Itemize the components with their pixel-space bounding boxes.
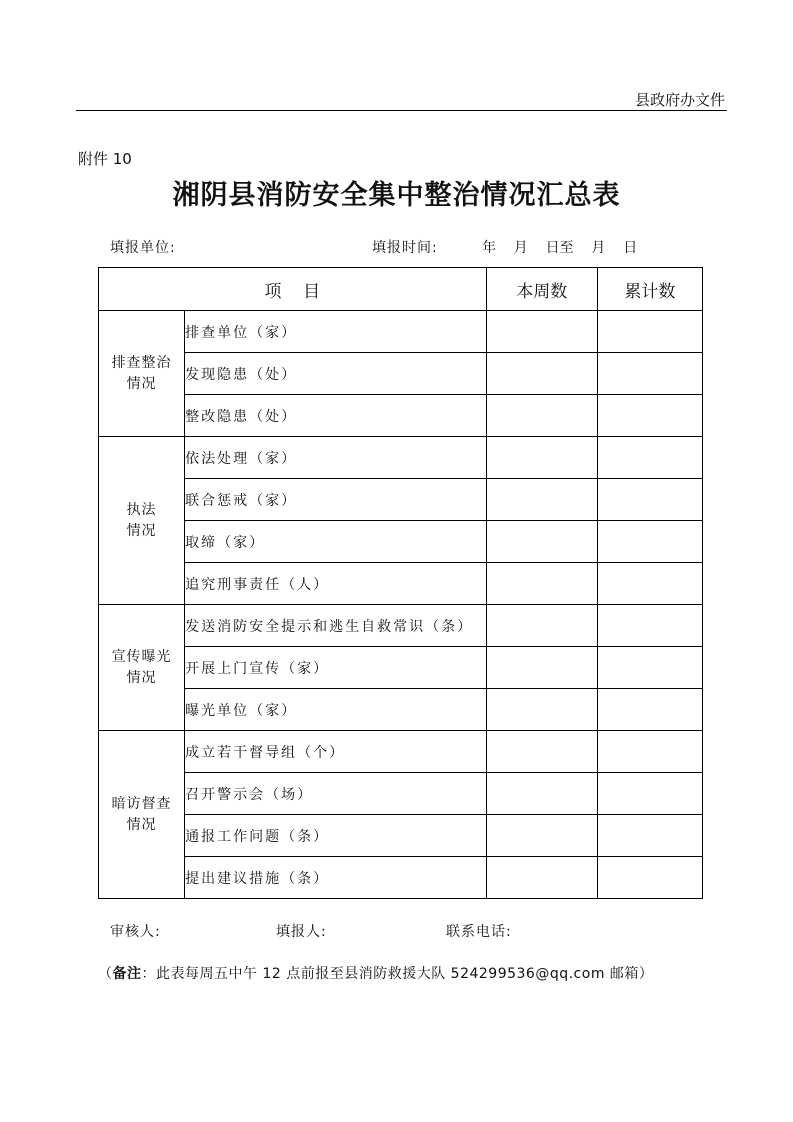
attachment-label: 附件 10 xyxy=(78,150,132,168)
this-week-cell[interactable] xyxy=(486,857,597,899)
cumulative-cell[interactable] xyxy=(597,563,702,605)
phone-label: 联系电话: xyxy=(446,924,512,940)
item-cell: 排查单位（家） xyxy=(185,311,486,353)
remark-colon: ： xyxy=(141,966,156,982)
cumulative-cell[interactable] xyxy=(597,647,702,689)
category-line2: 情况 xyxy=(126,522,157,539)
remark-open-paren: （ xyxy=(98,966,113,982)
category-line1: 宣传曝光 xyxy=(111,648,172,665)
category-cell xyxy=(99,731,185,899)
header-item: 项 目 xyxy=(99,268,487,311)
cumulative-cell[interactable] xyxy=(597,521,702,563)
cumulative-cell[interactable] xyxy=(597,815,702,857)
item-cell: 取缔（家） xyxy=(185,521,486,563)
table-header-row xyxy=(99,268,703,311)
item-cell: 开展上门宣传（家） xyxy=(185,647,486,689)
item-cell: 成立若干督导组（个） xyxy=(185,731,486,773)
category-line1: 排查整治 xyxy=(111,354,172,371)
table-row xyxy=(99,731,703,773)
this-week-cell[interactable] xyxy=(486,563,597,605)
filler-label: 填报人: xyxy=(276,924,327,940)
table-row xyxy=(99,647,703,689)
fill-date-template: 年 月 日至 月 日 xyxy=(482,240,638,256)
item-cell: 联合惩戒（家） xyxy=(185,479,486,521)
category-line1: 暗访督查 xyxy=(111,795,172,812)
header-this-week: 本周数 xyxy=(486,268,597,311)
table-row xyxy=(99,815,703,857)
this-week-cell[interactable] xyxy=(486,647,597,689)
cumulative-cell[interactable] xyxy=(597,857,702,899)
remark-note xyxy=(98,963,653,983)
cumulative-cell[interactable] xyxy=(597,773,702,815)
cumulative-cell[interactable] xyxy=(597,311,702,353)
this-week-cell[interactable] xyxy=(486,353,597,395)
category-cell xyxy=(99,437,185,605)
item-cell: 追究刑事责任（人） xyxy=(185,563,486,605)
cumulative-cell[interactable] xyxy=(597,479,702,521)
cumulative-cell[interactable] xyxy=(597,605,702,647)
cumulative-cell[interactable] xyxy=(597,731,702,773)
table-row xyxy=(99,689,703,731)
cumulative-cell[interactable] xyxy=(597,395,702,437)
item-cell: 曝光单位（家） xyxy=(185,689,486,731)
table-row xyxy=(99,563,703,605)
table-row xyxy=(99,857,703,899)
cumulative-cell[interactable] xyxy=(597,689,702,731)
item-cell: 通报工作问题（条） xyxy=(185,815,486,857)
item-cell: 依法处理（家） xyxy=(185,437,486,479)
header-document-tag: 县政府办文件 xyxy=(634,91,725,109)
table-row xyxy=(99,353,703,395)
this-week-cell[interactable] xyxy=(486,815,597,857)
this-week-cell[interactable] xyxy=(486,479,597,521)
this-week-cell[interactable] xyxy=(486,689,597,731)
remark-text: 此表每周五中午 12 点前报至县消防救援大队 524299536@qq.com 邮箱） xyxy=(156,966,654,982)
this-week-cell[interactable] xyxy=(486,395,597,437)
table-row xyxy=(99,311,703,353)
table-row xyxy=(99,437,703,479)
item-cell: 整改隐患（处） xyxy=(185,395,486,437)
category-cell xyxy=(99,311,185,437)
reviewer-label: 审核人: xyxy=(110,924,161,940)
cumulative-cell[interactable] xyxy=(597,437,702,479)
category-line2: 情况 xyxy=(126,816,157,833)
summary-table xyxy=(98,267,703,899)
this-week-cell[interactable] xyxy=(486,311,597,353)
item-cell: 发现隐患（处） xyxy=(185,353,486,395)
category-cell xyxy=(99,605,185,731)
item-cell: 提出建议措施（条） xyxy=(185,857,486,899)
this-week-cell[interactable] xyxy=(486,773,597,815)
cumulative-cell[interactable] xyxy=(597,353,702,395)
header-divider xyxy=(76,110,727,111)
table-row xyxy=(99,479,703,521)
category-line1: 执法 xyxy=(126,501,157,518)
header-cumulative: 累计数 xyxy=(597,268,702,311)
remark-label: 备注 xyxy=(112,966,142,982)
item-cell: 召开警示会（场） xyxy=(185,773,486,815)
fill-time-label: 填报时间: xyxy=(372,240,438,256)
table-row xyxy=(99,521,703,563)
this-week-cell[interactable] xyxy=(486,731,597,773)
table-row xyxy=(99,395,703,437)
category-line2: 情况 xyxy=(126,669,157,686)
this-week-cell[interactable] xyxy=(486,521,597,563)
table-row xyxy=(99,605,703,647)
document-title: 湘阴县消防安全集中整治情况汇总表 xyxy=(172,180,621,211)
table-row xyxy=(99,773,703,815)
this-week-cell[interactable] xyxy=(486,437,597,479)
item-cell: 发送消防安全提示和逃生自救常识（条） xyxy=(185,605,486,647)
this-week-cell[interactable] xyxy=(486,605,597,647)
category-line2: 情况 xyxy=(126,375,157,392)
fill-unit-label: 填报单位: xyxy=(110,240,176,256)
